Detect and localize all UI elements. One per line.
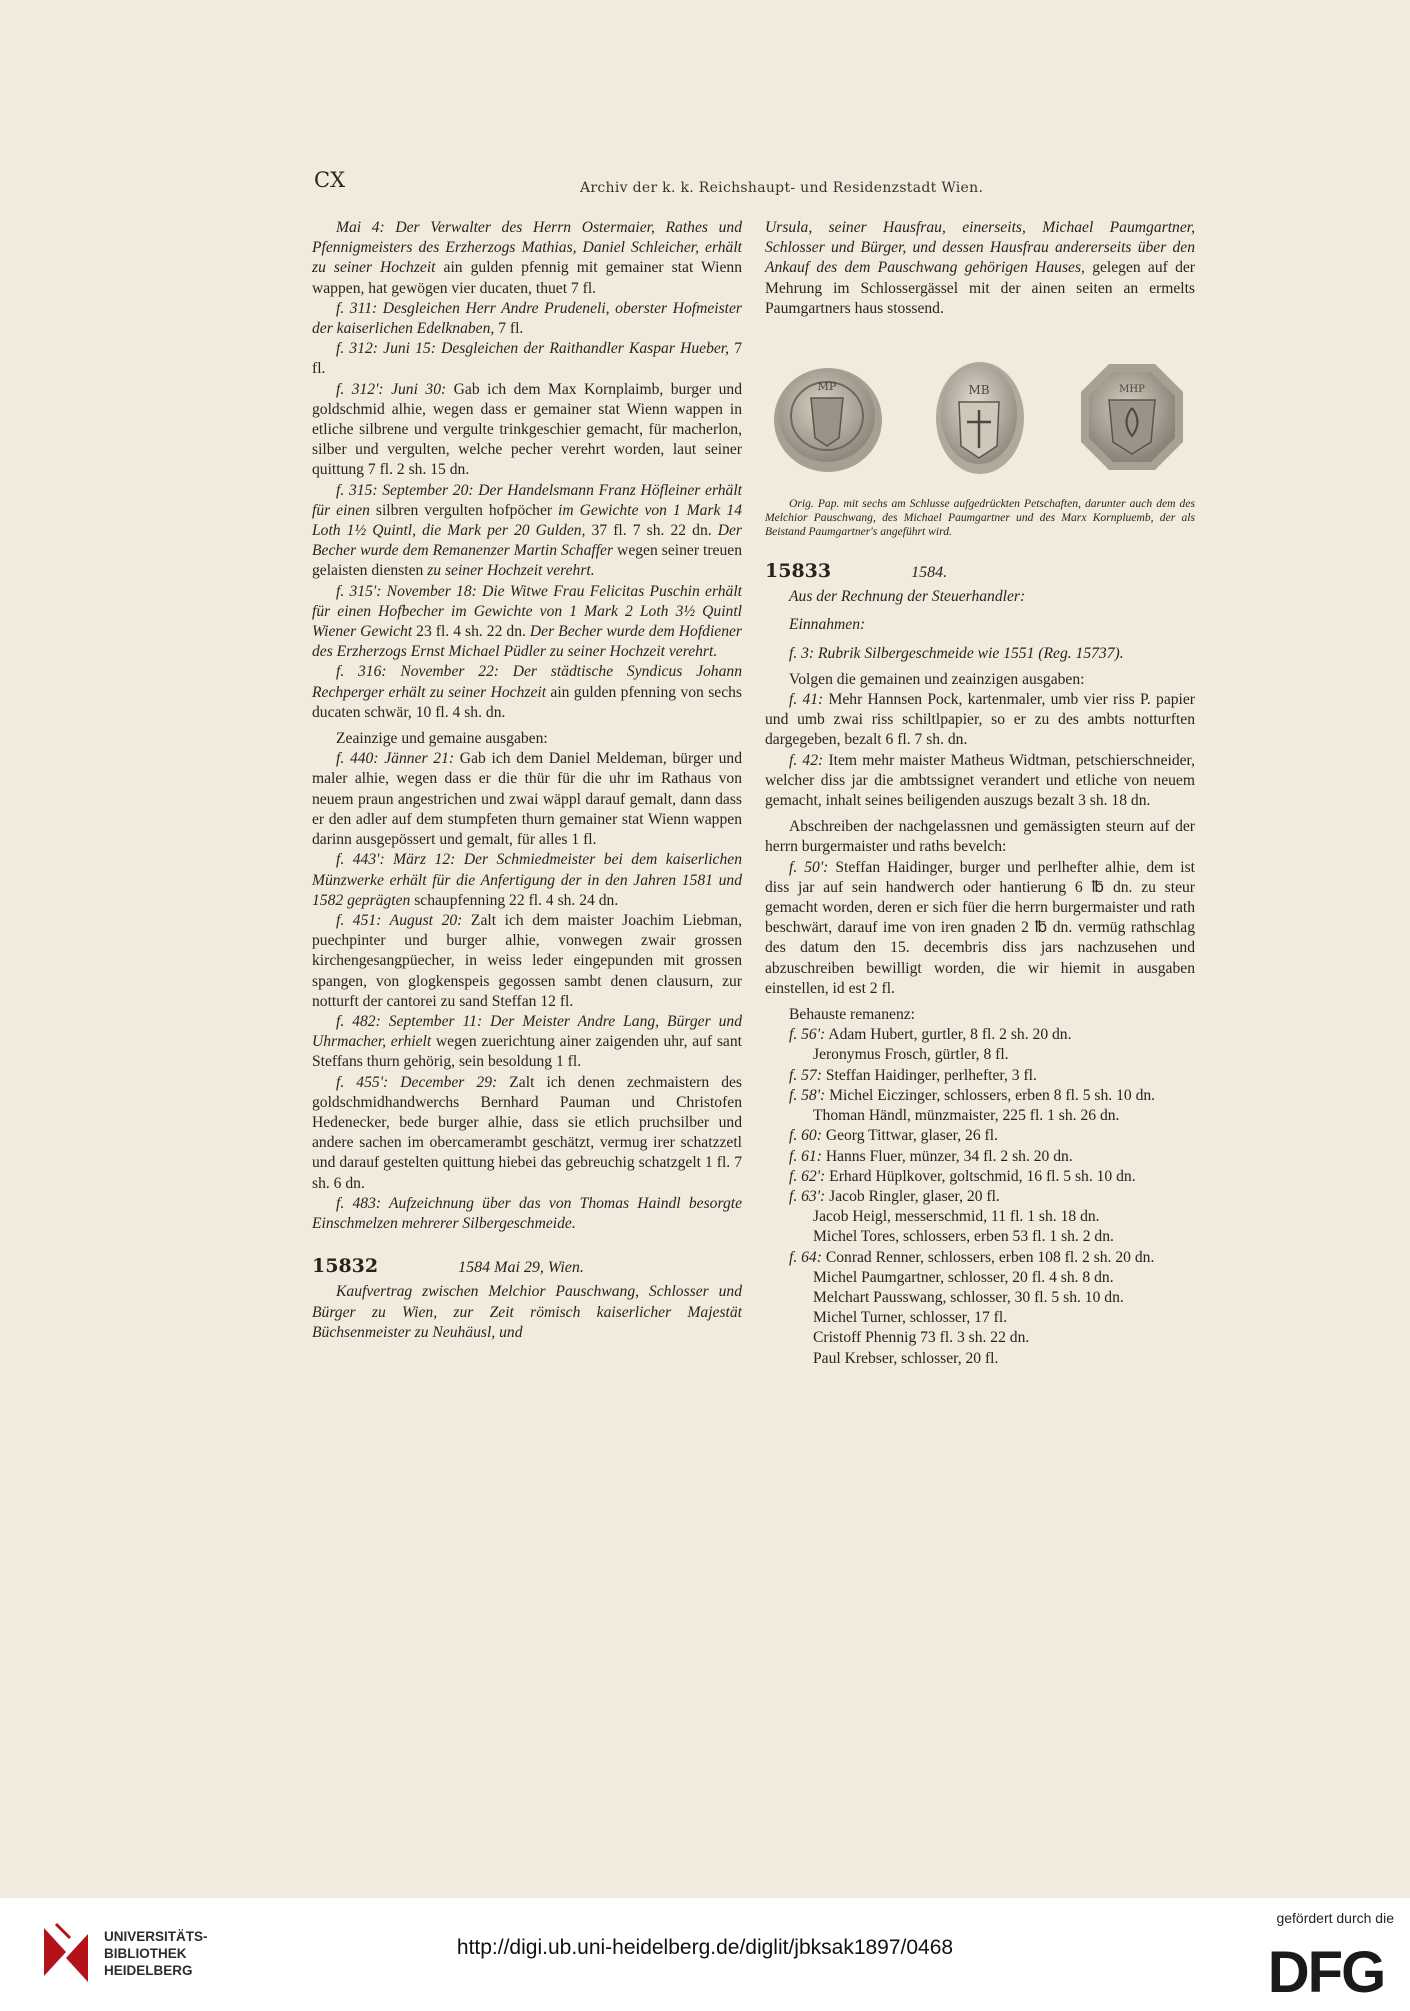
list-item: f. 63': Jacob Ringler, glaser, 20 fl. [789, 1187, 1000, 1205]
paragraph: f. 483: Aufzeichnung über das von Thomas Haindl besorgte Einschmelzen mehrerer Silbergeschmeide. [312, 1194, 742, 1232]
running-head: Archiv der k. k. Reichshaupt- und Residenzstadt Wien. [580, 180, 984, 196]
list-item: f. 62': Erhard Hüplkover, goltschmid, 16 fl. 5 sh. 10 dn. [789, 1167, 1136, 1185]
paragraph: f. 315: September 20: Der Handelsmann Franz Höfleiner erhält für einen silbren vergulten hofpöcher im Gewichte von 1 Mark 14 Loth 1½ Quintl, die Mark per 20 Gulden, 37 fl. 7 sh. 22 dn. Der Becher wurde dem Remanenzer Martin Schaffer wegen seiner treuen gelaisten diensten zu seiner Hochzeit verehrt. [312, 481, 743, 580]
subheading: Einnahmen: [789, 616, 866, 634]
list-item: Michel Turner, schlosser, 17 fl. [813, 1309, 1008, 1327]
paragraph: Ursula, seiner Hausfrau, einerseits, Michael Paumgartner, Schlosser und Bürger, und dessen Hausfrau andererseits über den Ankauf des dem Pauschwang gehörigen Hauses, gelegen auf der Mehrung im Schlossergässel mit der ainen seiten an ermelts Paumgartners haus stossend. [765, 219, 1195, 317]
paragraph: f. 312': Juni 30: Gab ich dem Max Kornplaimb, burger und goldschmid alhie, wegen dass er gemainer stat Wienn wappen in etliche silbrene und vergulte trinkgeschier gemacht, für macherlon, silber und vergulten, welche pecher verehrt worden, laut seiner quittung 7 fl. 2 sh. 15 dn. [312, 380, 743, 479]
paragraph: f. 482: September 11: Der Meister Andre Lang, Bürger und Uhrmacher, erhielt wegen zuerichtung ainer zaigenden uhr, auf sant Steffans thurn gehörig, sein besoldung 1 fl. [312, 1012, 742, 1071]
seal-images [767, 345, 1193, 485]
figure-caption: Orig. Pap. mit sechs am Schlusse aufgedrückten Petschaften, darunter auch dem des Melchior Pauschwang, des Michael Paumgartner und des Marx Kornpluemb, der als Beistand Paumgartner's angeführt wird. [765, 497, 1195, 539]
list-item: Michel Paumgartner, schlosser, 20 fl. 4 sh. 8 dn. [813, 1268, 1114, 1286]
list-item: Thoman Händl, münzmaister, 225 fl. 1 sh. 26 dn. [813, 1107, 1120, 1125]
list-item: f. 58': Michel Eiczinger, schlossers, erben 8 fl. 5 sh. 10 dn. [789, 1086, 1156, 1104]
entry-date: 1584. [911, 564, 948, 582]
dfg-logo [1260, 1940, 1392, 1998]
paragraph: f. 443': März 12: Der Schmiedmeister bei dem kaiserlichen Münzwerke erhält für die Anfertigung der in den Jahren 1581 und 1582 geprägten schaupfenning 22 fl. 4 sh. 24 dn. [312, 851, 742, 909]
page-number: CX [314, 168, 346, 192]
list-item: Jeronymus Frosch, gürtler, 8 fl. [813, 1046, 1009, 1064]
paragraph: f. 455': December 29: Zalt ich denen zechmaistern des goldschmidhandwerchs Bernhard Pauman und Christofen Hedenecker, bede burger alhie, dass sie etlich pruchsilber und andere sachen im obercamerambt geschätzt, vermug irer schatzzetl und darauf gestelten quittung hiebei das gebreuchig schatzgelt 1 fl. 7 sh. 6 dn. [312, 1073, 742, 1192]
entry-number: 15833 [765, 560, 832, 583]
list-item: Paul Krebser, schlosser, 20 fl. [813, 1349, 999, 1367]
paragraph: f. 451: August 20: Zalt ich dem maister Joachim Liebman, puechpinter und burger alhie, vonwegen zwair grossen kirchengesangpüecher, in weiss leder eingepunden mit grossen spangen, von glogkenspeis gegossen sambt denen clausurn, zur notturft der cantorei zu sand Steffan 12 fl. [312, 911, 742, 1010]
paragraph: f. 316: November 22: Der städtische Syndicus Johann Rechperger erhält zu seiner Hochzeit ain gulden pfenning von sechs ducaten schwär, 10 fl. 4 sh. dn. [312, 663, 742, 721]
entry-heading [312, 1256, 742, 1278]
paragraph: Abschreiben der nachgelassnen und gemässigten steurn auf der herrn burgermaister und raths bevelch: [765, 818, 1195, 856]
seal-initials: MHP [1119, 384, 1145, 396]
paragraph: Kaufvertrag zwischen Melchior Pauschwang, Schlosser und Bürger zu Wien, zur Zeit römisch kaiserlicher Majestät Büchsenmeister zu Neuhäusl, und [312, 1283, 742, 1341]
section-heading: Volgen die gemainen und zeainzigen ausgaben: [789, 670, 1085, 688]
wax-seal-image [919, 350, 1041, 480]
right-column [765, 218, 1195, 1369]
list-item: Cristoff Phennig 73 fl. 3 sh. 22 dn. [813, 1329, 1030, 1347]
subheading: Aus der Rechnung der Steuerhandler: [789, 588, 1026, 606]
funding-note: gefördert durch die [1276, 1910, 1394, 1926]
remanenz-list [765, 1025, 1195, 1368]
paragraph: Mai 4: Der Verwalter des Herrn Ostermaier, Rathes und Pfennigmeisters des Erzherzogs Mathias, Daniel Schleicher, erhält zu seiner Hochzeit ain gulden pfennig mit gemainer stat Wienn wappen, hat gewögen vier ducaten, thuet 7 fl. [312, 219, 742, 297]
list-item: Michel Tores, schlossers, erben 53 fl. 1 sh. 2 dn. [813, 1228, 1114, 1246]
paragraph: f. 50': Steffan Haidinger, burger und perlhefter alhie, dem ist diss jar auf sein handwerch oder hantierung 6 ℔ dn. zu steur gemacht worden, deren er sich füer die herrn burgermaister und rath beschwärt, darauf ime von iren gnaden 2 ℔ dn. vermüg rathschlag des datum den 15. decembris diss jars nachzusehen und abzuschreiben bewilligt worden, die wir hiemit in ausgaben einstellen, id est 2 fl. [765, 858, 1195, 997]
left-column [312, 218, 742, 1343]
list-item: f. 64: Conrad Renner, schlossers, erben 108 fl. 2 sh. 20 dn. [789, 1248, 1155, 1266]
entry-date: 1584 Mai 29, Wien. [458, 1259, 584, 1277]
wax-seal-image [767, 350, 889, 480]
list-item: f. 57: Steffan Haidinger, perlhefter, 3 fl. [789, 1066, 1037, 1084]
list-item: Jacob Heigl, messerschmid, 11 fl. 1 sh. 18 dn. [813, 1208, 1100, 1226]
paragraph: f. 42: Item mehr maister Matheus Widtman, petschierschneider, welcher diss jar die ambtssignet verandert und etliche von neuem gemacht, inhalt seines beiligenden auszugs bezalt 3 sh. 18 dn. [765, 751, 1196, 810]
entry-number: 15832 [312, 1255, 379, 1278]
source-url[interactable]: http://digi.ub.uni-heidelberg.de/diglit/jbksak1897/0468 [456, 1936, 954, 1959]
paragraph: f. 311: Desgleichen Herr Andre Prudeneli, oberster Hofmeister der kaiserlichen Edelknaben, 7 fl. [312, 299, 742, 338]
svg-text:DFG: DFG [1267, 1940, 1385, 1998]
list-item: Melchart Pausswang, schlosser, 30 fl. 5 sh. 10 dn. [813, 1288, 1124, 1306]
paragraph: f. 41: Mehr Hannsen Pock, kartenmaler, umb vier riss P. papier und umb zwai riss schiltlpapier, so er zu des ambts notturften dargegeben, bezalt 6 fl. 7 sh. dn. [765, 691, 1195, 749]
paragraph: f. 440: Jänner 21: Gab ich dem Daniel Meldeman, bürger und maler alhie, wegen dass er die thür für die uhr im Rathaus von neuem praun angestrichen und zwai wäppl darauf gemalt, dann dass er den adler auf dem stumpfeten thurn gemainer stat Wienn wappen darinn ausgepössert und gemalt, für alles 1 fl. [312, 750, 742, 849]
section-heading: Behauste remanenz: [789, 1006, 915, 1024]
wax-seal-image [1071, 350, 1193, 480]
list-item: f. 60: Georg Tittwar, glaser, 26 fl. [789, 1127, 998, 1145]
library-name: UNIVERSITÄTS- BIBLIOTHEK HEIDELBERG [104, 1929, 208, 1978]
section-heading: Zeainzige und gemaine ausgaben: [336, 730, 548, 748]
paragraph: f. 3: Rubrik Silbergeschmeide wie 1551 (Reg. 15737). [789, 644, 1124, 662]
paragraph: f. 315': November 18: Die Witwe Frau Felicitas Puschin erhält für einen Hofbecher im Gewichte von 1 Mark 2 Loth 3½ Quintl Wiener Gewicht 23 fl. 4 sh. 22 dn. Der Becher wurde dem Hofdiener des Erzherzogs Ernst Michael Püdler zu seiner Hochzeit verehrt. [312, 582, 742, 661]
list-item: f. 61: Hanns Fluer, münzer, 34 fl. 2 sh. 20 dn. [789, 1147, 1073, 1165]
paragraph: f. 312: Juni 15: Desgleichen der Raithandler Kaspar Hueber, 7 fl. [312, 340, 742, 378]
seal-initials: MB [968, 383, 990, 398]
seal-initials: MP [817, 380, 837, 394]
list-item: f. 56': Adam Hubert, gurtler, 8 fl. 2 sh. 20 dn. [789, 1026, 1072, 1044]
entry-heading [765, 561, 1195, 583]
footer-bar [0, 1898, 1410, 2011]
